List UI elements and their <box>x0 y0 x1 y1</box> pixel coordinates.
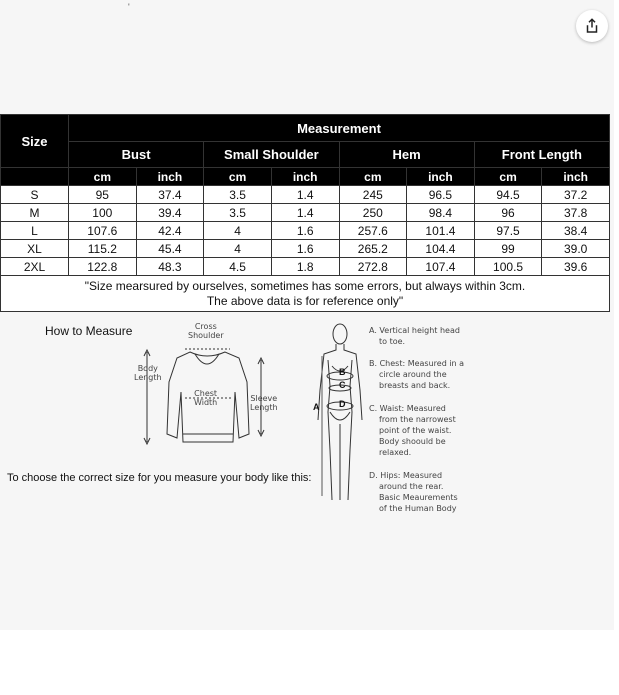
unit-header: inch <box>407 168 475 186</box>
value-cell: 257.6 <box>339 222 407 240</box>
measure-note-a: A. Vertical height head to toe. <box>369 326 460 346</box>
body-letter-c: C <box>339 380 346 390</box>
measure-note-c: C. Waist: Measured from the narrowest point of the waist. Body shoould be relaxed. <box>369 404 456 457</box>
group-header: Small Shoulder <box>204 142 339 168</box>
table-row <box>1 186 610 204</box>
choose-size-text: To choose the correct size for you measure your body like this: <box>7 472 312 484</box>
value-cell: 39.4 <box>136 204 204 222</box>
value-cell: 37.4 <box>136 186 204 204</box>
value-cell: 97.5 <box>474 222 542 240</box>
unit-header: inch <box>271 168 339 186</box>
value-cell: 1.6 <box>271 240 339 258</box>
value-cell: 98.4 <box>407 204 475 222</box>
table-row <box>1 204 610 222</box>
value-cell: 48.3 <box>136 258 204 276</box>
measurement-header: Measurement <box>69 115 610 142</box>
sleeve-length-label: Sleeve Length <box>250 394 278 412</box>
size-cell: S <box>1 186 69 204</box>
sweater-diagram <box>135 322 285 454</box>
size-cell: XL <box>1 240 69 258</box>
value-cell: 1.4 <box>271 186 339 204</box>
value-cell: 101.4 <box>407 222 475 240</box>
value-cell: 115.2 <box>69 240 137 258</box>
size-note <box>1 276 610 312</box>
chest-width-label: Chest Width <box>194 389 218 407</box>
value-cell: 272.8 <box>339 258 407 276</box>
unit-header: cm <box>474 168 542 186</box>
value-cell: 95 <box>69 186 137 204</box>
share-button[interactable] <box>576 10 608 42</box>
value-cell: 4 <box>204 240 272 258</box>
group-header: Hem <box>339 142 474 168</box>
table-row <box>1 240 610 258</box>
size-cell: L <box>1 222 69 240</box>
value-cell: 245 <box>339 186 407 204</box>
value-cell: 104.4 <box>407 240 475 258</box>
value-cell: 107.6 <box>69 222 137 240</box>
value-cell: 1.4 <box>271 204 339 222</box>
unit-header-blank <box>1 168 69 186</box>
size-note-line-1: "Size mearsured by ourselves, sometimes has some errors, but always within 3cm. <box>84 278 526 293</box>
value-cell: 42.4 <box>136 222 204 240</box>
value-cell: 37.8 <box>542 204 610 222</box>
body-letter-d: D <box>339 399 346 409</box>
unit-header: cm <box>339 168 407 186</box>
value-cell: 99 <box>474 240 542 258</box>
size-header: Size <box>1 115 69 168</box>
size-cell: 2XL <box>1 258 69 276</box>
value-cell: 4 <box>204 222 272 240</box>
measure-note-b: B. Chest: Measured in a circle around the breasts and back. <box>369 359 465 390</box>
value-cell: 38.4 <box>542 222 610 240</box>
table-row <box>1 258 610 276</box>
unit-header: cm <box>69 168 137 186</box>
body-letter-a: A <box>313 402 320 412</box>
size-cell: M <box>1 204 69 222</box>
share-icon <box>583 17 601 35</box>
value-cell: 96 <box>474 204 542 222</box>
unit-header: inch <box>136 168 204 186</box>
value-cell: 37.2 <box>542 186 610 204</box>
body-length-label: Body Length <box>134 364 162 382</box>
group-header: Front Length <box>474 142 609 168</box>
value-cell: 107.4 <box>407 258 475 276</box>
table-row <box>1 222 610 240</box>
value-cell: 4.5 <box>204 258 272 276</box>
value-cell: 100 <box>69 204 137 222</box>
body-figure-diagram <box>312 320 364 508</box>
how-to-measure-section <box>0 316 614 526</box>
size-note-line-2: The above data is for reference only" <box>206 293 404 308</box>
unit-header: cm <box>204 168 272 186</box>
value-cell: 39.6 <box>542 258 610 276</box>
value-cell: 3.5 <box>204 186 272 204</box>
how-to-measure-title: How to Measure <box>45 324 133 338</box>
value-cell: 250 <box>339 204 407 222</box>
measure-note-d: D. Hips: Measured around the rear. Basic Meaurements of the Human Body <box>369 471 458 513</box>
stray-mark: ' <box>128 2 130 12</box>
value-cell: 122.8 <box>69 258 137 276</box>
value-cell: 39.0 <box>542 240 610 258</box>
value-cell: 3.5 <box>204 204 272 222</box>
body-letter-b: B <box>339 367 346 377</box>
value-cell: 1.8 <box>271 258 339 276</box>
cross-shoulder-label: Cross Shoulder <box>188 322 224 340</box>
value-cell: 96.5 <box>407 186 475 204</box>
group-header: Bust <box>69 142 204 168</box>
unit-header: inch <box>542 168 610 186</box>
value-cell: 45.4 <box>136 240 204 258</box>
size-chart-table <box>0 114 610 312</box>
value-cell: 94.5 <box>474 186 542 204</box>
value-cell: 1.6 <box>271 222 339 240</box>
value-cell: 100.5 <box>474 258 542 276</box>
value-cell: 265.2 <box>339 240 407 258</box>
